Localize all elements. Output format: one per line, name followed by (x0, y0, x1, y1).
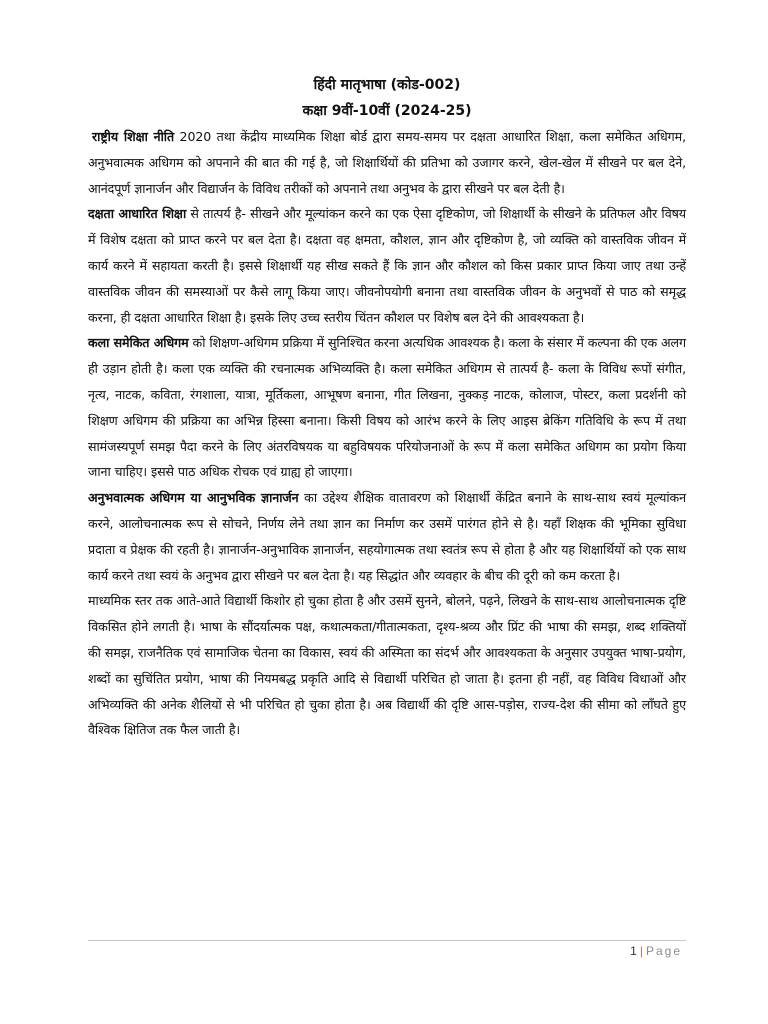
document-subtitle: कक्षा 9वीं-10वीं (2024-25) (302, 103, 472, 119)
document-page (88, 72, 686, 743)
paragraph-lead: कला समेकित अधिगम (88, 335, 189, 351)
paragraph-lead: राष्ट्रीय शिक्षा नीति (92, 129, 175, 144)
paragraph-text: का उद्देश्य शैक्षिक वातावरण को शिक्षार्थी केंद्रित बनाने के साथ-साथ स्वयं मूल्यांकन करने, आलोचनात्मक रूप से सोचने, निर्णय लेने तथा ज्ञान का निर्माण कर उसमें पारंगत होने से है। यहाँ शिक्षक की भूमिका सुविधा प्रदाता व प्रेक्षक की रहती है। ज्ञानार्जन-अनुभाविक ज्ञानार्जन, सहयोगात्मक तथा स्वतंत्र रूप से होता है और यह शिक्षार्थियों को एक साथ कार्य करने तथा स्वयं के अनुभव द्वारा सीखने पर बल देता है। यह सिद्धांत और व्यवहार के बीच की दूरी को कम करता है। (88, 490, 686, 583)
footer-separator: | (639, 944, 643, 958)
footer-divider (88, 940, 686, 941)
paragraph-art-integrated (88, 330, 686, 485)
paragraph-lead: अनुभवात्मक अधिगम या आनुभविक ज्ञानार्जन (88, 490, 299, 506)
paragraph-lead: दक्षता आधारित शिक्षा (88, 206, 187, 222)
paragraph-nep (88, 124, 686, 201)
page-footer (630, 944, 682, 958)
paragraph-text: से तात्पर्य है- सीखने और मूल्यांकन करने का एक ऐसा दृष्टिकोण, जो शिक्षार्थी के सीखने के प्रतिफल और विषय में विशेष दक्षता को प्राप्त करने पर बल देता है। दक्षता वह क्षमता, कौशल, ज्ञान और दृष्टिकोण है, जो व्यक्ति को वास्तविक जीवन में कार्य करने में सहायता करती है। इससे शिक्षार्थी यह सीख सकते हैं कि ज्ञान और कौशल को किस प्रकार प्राप्त किया जाए तथा उन्हें वास्तविक जीवन की समस्याओं पर कैसे लागू किया जाए। जीवनोपयोगी बनाना तथा वास्तविक जीवन के अनुभवों से पाठ को समृद्ध करना, ही दक्षता आधारित शिक्षा है। इसके लिए उच्च स्तरीय चिंतन कौशल पर विशेष बल देने की आवश्यकता है। (88, 206, 686, 325)
paragraph-competency (88, 201, 686, 330)
page-number: 1 (630, 944, 637, 958)
document-title: हिंदी मातृभाषा (कोड-002) (313, 77, 461, 93)
paragraph-secondary-level (88, 588, 686, 743)
paragraph-text: 2020 तथा केंद्रीय माध्यमिक शिक्षा बोर्ड द्वारा समय-समय पर दक्षता आधारित शिक्षा, कला समेकित अधिगम, अनुभवात्मक अधिगम को अपनाने की बात की गई है, जो शिक्षार्थियों की प्रतिभा को उजागर करने, खेल-खेल में सीखने पर बल देने, आनंदपूर्ण ज्ञानार्जन और विद्यार्जन के विविध तरीकों को अपनाने तथा अनुभव के द्वारा सीखने पर बल देती है। (88, 129, 686, 196)
paragraph-text: माध्यमिक स्तर तक आते-आते विद्यार्थी किशोर हो चुका होता है और उसमें सुनने, बोलने, पढ़ने, लिखने के साथ-साथ आलोचनात्मक दृष्टि विकसित होने लगती है। भाषा के सौंदर्यात्मक पक्ष, कथात्मकता/गीतात्मकता, दृश्य-श्रव्य और प्रिंट की भाषा की समझ, शब्द शक्तियों की समझ, राजनैतिक एवं सामाजिक चेतना का विकास, स्वयं की अस्मिता का संदर्भ और आवश्यकता के अनुसार उपयुक्त भाषा-प्रयोग, शब्दों का सुचिंतित प्रयोग, भाषा की नियमबद्ध प्रकृति आदि से विद्यार्थी परिचित हो जाता है। इतना ही नहीं, वह विविध विधाओं और अभिव्यक्ति की अनेक शैलियों से भी परिचित हो चुका होता है। अब विद्यार्थी की दृष्टि आस-पड़ोस, राज्य-देश की सीमा को लाँघते हुए वैश्विक क्षितिज तक फैल जाती है। (88, 593, 686, 738)
paragraph-experiential (88, 485, 686, 588)
page-label: Page (645, 944, 682, 958)
paragraph-text: को शिक्षण-अधिगम प्रक्रिया में सुनिश्चित करना अत्यधिक आवश्यक है। कला के संसार में कल्पना की एक अलग ही उड़ान होती है। कला एक व्यक्ति की रचनात्मक अभिव्यक्ति है। कला समेकित अधिगम से तात्पर्य है- कला के विविध रूपों संगीत, नृत्य, नाटक, कविता, रंगशाला, यात्रा, मूर्तिकला, आभूषण बनाना, गीत लिखना, नुक्कड़ नाटक, कोलाज, पोस्टर, कला प्रदर्शनी को शिक्षण अधिगम की प्रक्रिया का अभिन्न हिस्सा बनाना। किसी विषय को आरंभ करने के लिए आइस ब्रेकिंग गतिविधि के रूप में तथा सामंजस्यपूर्ण समझ पैदा करने के लिए अंतरविषयक या बहुविषयक परियोजनाओं के रूप में कला समेकित अधिगम का प्रयोग किया जाना चाहिए। इससे पाठ अधिक रोचक एवं ग्राह्य हो जाएगा। (88, 335, 686, 480)
